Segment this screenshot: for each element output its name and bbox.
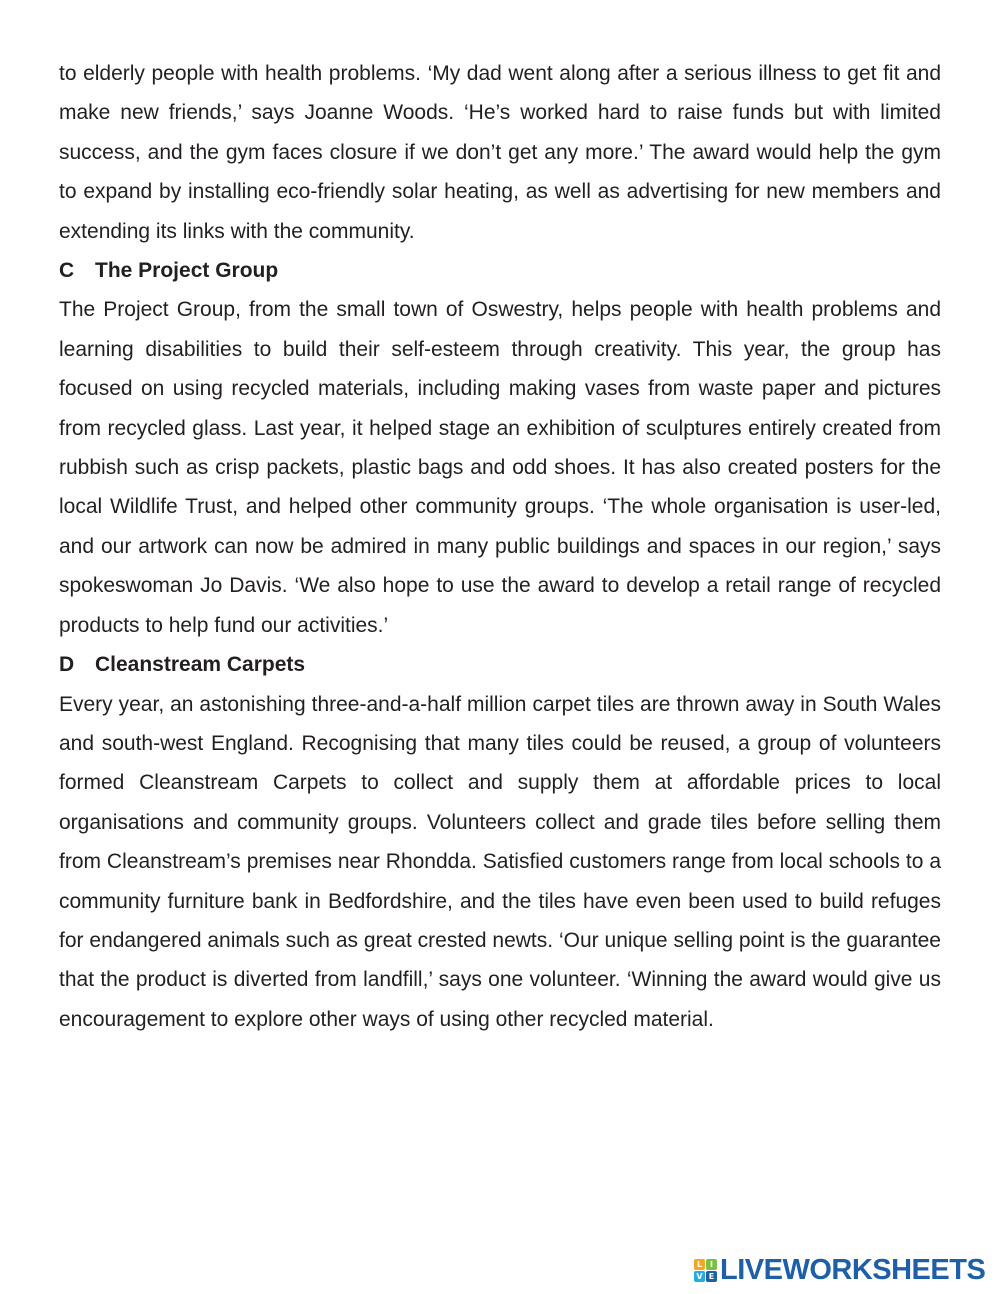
logo-mark-tile: L (694, 1259, 705, 1270)
logo-mark-tile: V (694, 1271, 705, 1282)
liveworksheets-logo (694, 1254, 985, 1286)
section-heading-c (59, 251, 941, 290)
logo-mark-tile: E (706, 1271, 717, 1282)
section-paragraph-c: The Project Group, from the small town of Oswestry, helps people with health problems and learning disabilities to build their self-esteem through creativity. This year, the group has focused on using recycled materials, including making vases from waste paper and pictures from recycled glass. Last year, it helped stage an exhibition of sculptures entirely created from rubbish such as crisp packets, plastic bags and odd shoes. It has also created posters for the local Wildlife Trust, and helped other community groups. ‘The whole organisation is user-led, and our artwork can now be admired in many public buildings and spaces in our region,’ says spokeswoman Jo Davis. ‘We also hope to use the award to develop a retail range of recycled products to help fund our activities.’ (59, 298, 941, 637)
section-paragraph-d: Every year, an astonishing three-and-a-half million carpet tiles are thrown away in South Wales and south-west England. Recognising that many tiles could be reused, a group of volunteers formed Cleanstream Carpets to collect and supply them at affordable prices to local organisations and community groups. Volunteers collect and grade tiles before selling them from Cleanstream’s premises near Rhondda. Satisfied customers range from local schools to a community furniture bank in Bedfordshire, and the tiles have even been used to build refuges for endangered animals such as great crested newts. ‘Our unique selling point is the guarantee that the product is diverted from landfill,’ says one volunteer. ‘Winning the award would give us encouragement to explore other ways of using other recycled material. (59, 692, 941, 1031)
logo-text: LIVEWORKSHEETS (720, 1253, 986, 1286)
intro-paragraph: to elderly people with health problems. ‘My dad went along after a serious illness to get fit and make new friends,’ says Joanne Woods. ‘He’s worked hard to raise funds but with limited success, and the gym faces closure if we don’t get any more.’ The award would help the gym to expand by installing eco-friendly solar heating, as well as advertising for new members and extending its links with the community. (59, 62, 941, 243)
section-title: Cleanstream Carpets (95, 653, 306, 677)
section-heading-d (59, 645, 941, 684)
section-letter: D (59, 653, 75, 677)
logo-mark-tile: I (706, 1259, 717, 1270)
liveworksheets-mark-icon (694, 1259, 717, 1282)
section-letter: C (59, 259, 75, 283)
worksheet-page (59, 54, 941, 1039)
section-title: The Project Group (95, 259, 279, 283)
